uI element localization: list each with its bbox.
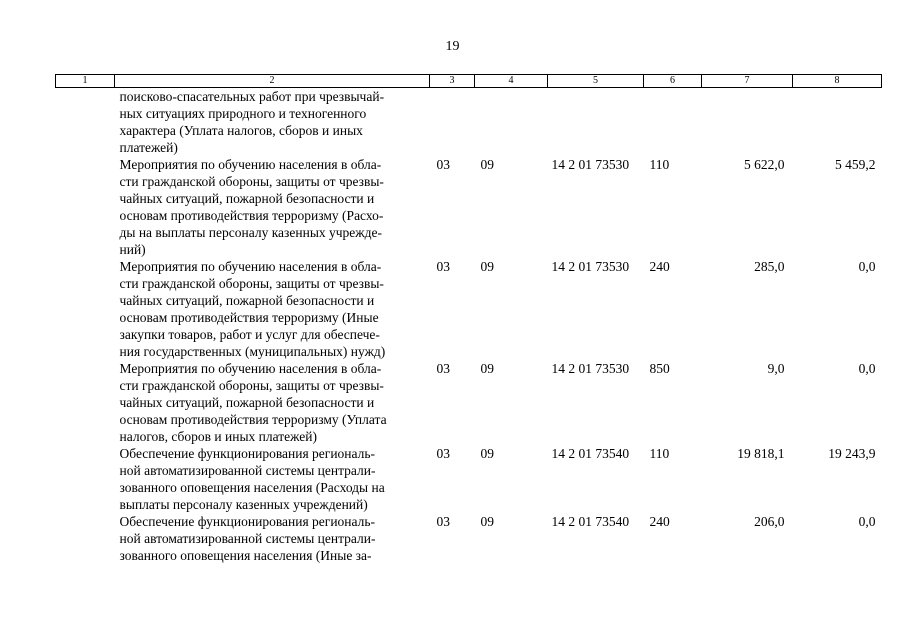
expense-type-code: 110 <box>649 446 670 461</box>
description-line: зованного оповещения населения (Расходы на <box>119 480 385 495</box>
amount-year-2: 5 459,2 <box>835 157 876 172</box>
target-article-code: 14 2 01 73540 <box>551 514 630 529</box>
description-line: ной автоматизированной системы централи- <box>119 463 376 478</box>
amount-year-2 <box>793 88 882 157</box>
target-article-code <box>548 88 644 157</box>
description-line: основам противодействия терроризму (Иные <box>119 310 379 325</box>
amount-year-1: 206,0 <box>754 514 785 529</box>
table-row <box>56 258 882 360</box>
row-description <box>115 445 430 513</box>
amount-year-1: 19 818,1 <box>737 446 785 461</box>
description-line: Обеспечение функционирования региональ- <box>119 514 376 529</box>
subsection-code <box>475 88 548 157</box>
column-header: 2 <box>115 75 430 88</box>
section-code: 03 <box>436 259 450 274</box>
target-article-code: 14 2 01 73530 <box>551 361 630 376</box>
row-number-cell <box>56 156 115 258</box>
amount-year-2: 19 243,9 <box>828 446 876 461</box>
description-line: основам противодействия терроризму (Расхо- <box>119 208 384 223</box>
amount-year-2: 0,0 <box>858 361 876 376</box>
amount-year-1: 285,0 <box>754 259 785 274</box>
row-description <box>115 360 430 445</box>
page-number: 19 <box>445 39 460 54</box>
row-number-cell <box>56 445 115 513</box>
table-row <box>56 156 882 258</box>
amount-year-1: 9,0 <box>767 361 785 376</box>
section-code <box>430 88 475 157</box>
column-header: 3 <box>430 75 475 88</box>
budget-table <box>55 74 882 564</box>
row-description <box>115 258 430 360</box>
description-line: чайных ситуаций, пожарной безопасности и <box>119 395 375 410</box>
subsection-code: 09 <box>480 514 494 529</box>
expense-type-code <box>644 88 702 157</box>
description-line: ды на выплаты персоналу казенных учрежде- <box>119 225 382 240</box>
description-line: Мероприятия по обучению населения в обла- <box>119 259 382 274</box>
target-article-code: 14 2 01 73540 <box>551 446 630 461</box>
table-row <box>56 513 882 564</box>
description-line: ной автоматизированной системы централи- <box>119 531 376 546</box>
description-line: поисково-спасательных работ при чрезвычай- <box>119 89 385 104</box>
target-article-code: 14 2 01 73530 <box>551 259 630 274</box>
description-line: Мероприятия по обучению населения в обла- <box>119 157 382 172</box>
description-line: сти гражданской обороны, защиты от чрезвы- <box>119 276 384 291</box>
section-code: 03 <box>436 361 450 376</box>
description-line: налогов, сборов и иных платежей) <box>119 429 318 444</box>
section-code: 03 <box>436 157 450 172</box>
description-line: закупки товаров, работ и услуг для обеспече- <box>119 327 380 342</box>
description-line: выплаты персоналу казенных учреждений) <box>119 497 368 512</box>
row-description <box>115 156 430 258</box>
table-header-row <box>56 75 882 88</box>
row-number-cell <box>56 360 115 445</box>
table-row <box>56 360 882 445</box>
target-article-code: 14 2 01 73530 <box>551 157 630 172</box>
description-line: сти гражданской обороны, защиты от чрезвы- <box>119 378 384 393</box>
column-header: 7 <box>702 75 793 88</box>
subsection-code: 09 <box>480 259 494 274</box>
row-number-cell <box>56 88 115 157</box>
row-description <box>115 88 430 157</box>
amount-year-2: 0,0 <box>858 514 876 529</box>
subsection-code: 09 <box>480 157 494 172</box>
column-header: 6 <box>644 75 702 88</box>
subsection-code: 09 <box>480 361 494 376</box>
description-line: Обеспечение функционирования региональ- <box>119 446 376 461</box>
expense-type-code: 240 <box>649 514 670 529</box>
amount-year-1: 5 622,0 <box>744 157 785 172</box>
description-line: Мероприятия по обучению населения в обла- <box>119 361 382 376</box>
description-line: характера (Уплата налогов, сборов и иных <box>119 123 363 138</box>
section-code: 03 <box>436 514 450 529</box>
description-line: ных ситуациях природного и техногенного <box>119 106 367 121</box>
amount-year-1 <box>702 88 793 157</box>
description-line: платежей) <box>119 140 178 155</box>
description-line: чайных ситуаций, пожарной безопасности и <box>119 293 375 308</box>
row-description <box>115 513 430 564</box>
section-code: 03 <box>436 446 450 461</box>
description-line: чайных ситуаций, пожарной безопасности и <box>119 191 375 206</box>
table-body <box>56 88 882 565</box>
table-row <box>56 88 882 157</box>
column-header: 1 <box>56 75 115 88</box>
description-line: основам противодействия терроризму (Уплата <box>119 412 387 427</box>
column-header: 4 <box>475 75 548 88</box>
description-line: сти гражданской обороны, защиты от чрезвы- <box>119 174 384 189</box>
description-line: ния государственных (муниципальных) нужд) <box>119 344 386 359</box>
expense-type-code: 850 <box>649 361 670 376</box>
description-line: ний) <box>119 242 146 257</box>
table-row <box>56 445 882 513</box>
column-header: 8 <box>793 75 882 88</box>
row-number-cell <box>56 258 115 360</box>
subsection-code: 09 <box>480 446 494 461</box>
column-header: 5 <box>548 75 644 88</box>
description-line: зованного оповещения населения (Иные за- <box>119 548 372 563</box>
amount-year-2: 0,0 <box>858 259 876 274</box>
expense-type-code: 240 <box>649 259 670 274</box>
row-number-cell <box>56 513 115 564</box>
expense-type-code: 110 <box>649 157 670 172</box>
